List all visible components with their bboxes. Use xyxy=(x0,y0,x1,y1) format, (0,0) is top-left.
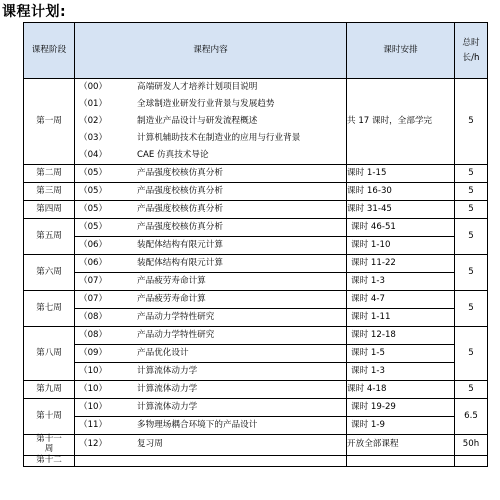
hours-item: 课时 1-11 xyxy=(347,308,454,326)
stage-cell: 第一周 xyxy=(24,79,75,165)
total-hours-cell: 6.5 xyxy=(455,399,488,435)
item-number: （00） xyxy=(79,81,108,92)
stage-cell: 第八周 xyxy=(24,327,75,381)
hours-cell xyxy=(347,327,455,381)
total-hours-cell: 5 xyxy=(455,381,488,399)
hours-item: 课时 1-10 xyxy=(347,236,454,254)
content-item xyxy=(75,327,346,344)
hours-cell: 共 17 课时，全部学完 xyxy=(347,79,455,165)
table-body xyxy=(24,79,488,467)
table-row xyxy=(24,381,488,399)
item-title: 产品动力学特性研究 xyxy=(137,329,215,340)
hours-item: 课时 11-22 xyxy=(351,258,396,268)
header-total: 总时长/h xyxy=(455,23,488,79)
content-item xyxy=(75,165,346,182)
hours-item: 课时 4-7 xyxy=(351,294,385,304)
stage-cell: 第九周 xyxy=(24,381,75,399)
item-title: 装配体结构有限元计算 xyxy=(137,239,223,250)
item-title: 装配体结构有限元计算 xyxy=(137,257,223,268)
content-item xyxy=(75,183,346,200)
content-item xyxy=(75,255,346,272)
hours-item: 课时 46-51 xyxy=(351,222,396,232)
content-cell xyxy=(75,165,347,183)
hours-cell: 课时 16-30 xyxy=(347,183,455,201)
item-title: 全球制造业研发行业背景与发展趋势 xyxy=(137,98,275,109)
stage-cell: 第十二 xyxy=(24,455,75,466)
content-item xyxy=(75,113,346,130)
content-item xyxy=(75,130,346,147)
item-title: 产品强度校核仿真分析 xyxy=(137,203,223,214)
total-hours-cell: 5 xyxy=(455,183,488,201)
table-row xyxy=(24,327,488,381)
item-title: 计算流体动力学 xyxy=(137,401,198,412)
item-number: （05） xyxy=(79,167,108,178)
hours-cell xyxy=(347,455,455,466)
stage-cell: 第二周 xyxy=(24,165,75,183)
table-row xyxy=(24,291,488,327)
content-cell xyxy=(75,291,347,327)
item-number: （10） xyxy=(79,383,108,394)
content-cell xyxy=(75,219,347,255)
item-number: （08） xyxy=(79,311,108,322)
content-cell xyxy=(75,327,347,381)
hours-cell: 课时 4-18 xyxy=(347,381,455,399)
hours-cell xyxy=(347,255,455,291)
hours-cell xyxy=(347,399,455,435)
table-row xyxy=(24,165,488,183)
item-title: 计算流体动力学 xyxy=(137,365,198,376)
content-item xyxy=(75,272,346,290)
hours-item: 课时 1-9 xyxy=(347,416,454,434)
item-title: 计算流体动力学 xyxy=(137,383,198,394)
hours-cell: 开放全部课程 xyxy=(347,435,455,456)
content-item xyxy=(75,362,346,380)
content-item xyxy=(75,219,346,236)
item-title: 产品强度校核仿真分析 xyxy=(137,167,223,178)
total-hours-cell: 5 xyxy=(455,165,488,183)
item-title: 计算机辅助技术在制造业的应用与行业背景 xyxy=(137,132,301,143)
table-row xyxy=(24,219,488,255)
total-hours-cell: 5 xyxy=(455,79,488,165)
stage-cell: 第四周 xyxy=(24,201,75,219)
course-plan-table xyxy=(23,22,488,467)
item-number: （06） xyxy=(79,257,108,268)
content-item xyxy=(75,147,346,164)
item-number: （05） xyxy=(79,185,108,196)
content-item xyxy=(75,236,346,254)
content-item xyxy=(75,291,346,308)
item-number: （06） xyxy=(79,239,108,250)
total-hours-cell: 50h xyxy=(455,435,488,456)
item-title: 产品疲劳寿命计算 xyxy=(137,293,206,304)
stage-cell: 第七周 xyxy=(24,291,75,327)
stage-cell: 第五周 xyxy=(24,219,75,255)
item-number: （12） xyxy=(79,438,108,449)
header-stage: 课程阶段 xyxy=(24,23,75,79)
item-number: （05） xyxy=(79,221,108,232)
stage-cell: 第十一周 xyxy=(24,435,75,456)
item-number: （02） xyxy=(79,115,108,126)
hours-item: 课时 19-29 xyxy=(351,402,396,412)
hours-item: 课时 1-3 xyxy=(347,362,454,380)
item-number: （04） xyxy=(79,149,108,160)
content-cell xyxy=(75,255,347,291)
content-cell xyxy=(75,399,347,435)
table-row xyxy=(24,255,488,291)
item-title: 制造业产品设计与研发流程概述 xyxy=(137,115,258,126)
content-cell xyxy=(75,455,347,466)
item-title: 多物理场耦合环境下的产品设计 xyxy=(137,419,258,430)
content-item xyxy=(75,308,346,326)
item-number: （03） xyxy=(79,132,108,143)
total-hours-cell: 5 xyxy=(455,291,488,327)
hours-item: 课时 1-5 xyxy=(347,344,454,362)
content-item xyxy=(75,436,346,453)
item-title: 产品优化设计 xyxy=(137,347,189,358)
content-cell xyxy=(75,183,347,201)
content-item xyxy=(75,201,346,218)
item-number: （07） xyxy=(79,293,108,304)
stage-cell: 第三周 xyxy=(24,183,75,201)
item-number: （10） xyxy=(79,365,108,376)
item-number: （08） xyxy=(79,329,108,340)
hours-cell xyxy=(347,291,455,327)
content-item xyxy=(75,344,346,362)
item-title: CAE 仿真技术导论 xyxy=(137,149,209,160)
hours-cell xyxy=(347,219,455,255)
content-cell xyxy=(75,79,347,165)
item-number: （09） xyxy=(79,347,108,358)
content-item xyxy=(75,79,346,96)
total-hours-cell: 5 xyxy=(455,327,488,381)
table-row xyxy=(24,435,488,456)
item-number: （11） xyxy=(79,419,108,430)
content-item xyxy=(75,96,346,113)
content-cell xyxy=(75,201,347,219)
hours-cell: 课时 1-15 xyxy=(347,165,455,183)
total-hours-cell: 5 xyxy=(455,219,488,255)
hours-cell: 课时 31-45 xyxy=(347,201,455,219)
table-header-row xyxy=(24,23,488,79)
item-number: （10） xyxy=(79,401,108,412)
content-item xyxy=(75,381,346,398)
header-hours: 课时安排 xyxy=(347,23,455,79)
item-title: 产品强度校核仿真分析 xyxy=(137,185,223,196)
stage-cell: 第六周 xyxy=(24,255,75,291)
content-item xyxy=(75,399,346,416)
content-item xyxy=(75,416,346,434)
total-hours-cell: 5 xyxy=(455,201,488,219)
table-row xyxy=(24,201,488,219)
table-row xyxy=(24,79,488,165)
total-hours-cell xyxy=(455,455,488,466)
item-title: 产品强度校核仿真分析 xyxy=(137,221,223,232)
stage-cell: 第十周 xyxy=(24,399,75,435)
item-title: 产品疲劳寿命计算 xyxy=(137,275,206,286)
item-title: 复习周 xyxy=(137,438,163,449)
page-title: 课程计划: xyxy=(2,4,67,20)
item-number: （01） xyxy=(79,98,108,109)
item-number: （07） xyxy=(79,275,108,286)
hours-item: 课时 1-3 xyxy=(347,272,454,290)
item-number: （05） xyxy=(79,203,108,214)
table-row xyxy=(24,399,488,435)
item-title: 产品动力学特性研究 xyxy=(137,311,215,322)
table-row xyxy=(24,183,488,201)
table-row xyxy=(24,455,488,466)
header-content: 课程内容 xyxy=(75,23,347,79)
content-cell xyxy=(75,435,347,456)
total-hours-cell: 5 xyxy=(455,255,488,291)
item-title: 高端研发人才培养计划项目说明 xyxy=(137,81,258,92)
content-cell xyxy=(75,381,347,399)
hours-item: 课时 12-18 xyxy=(351,330,396,340)
